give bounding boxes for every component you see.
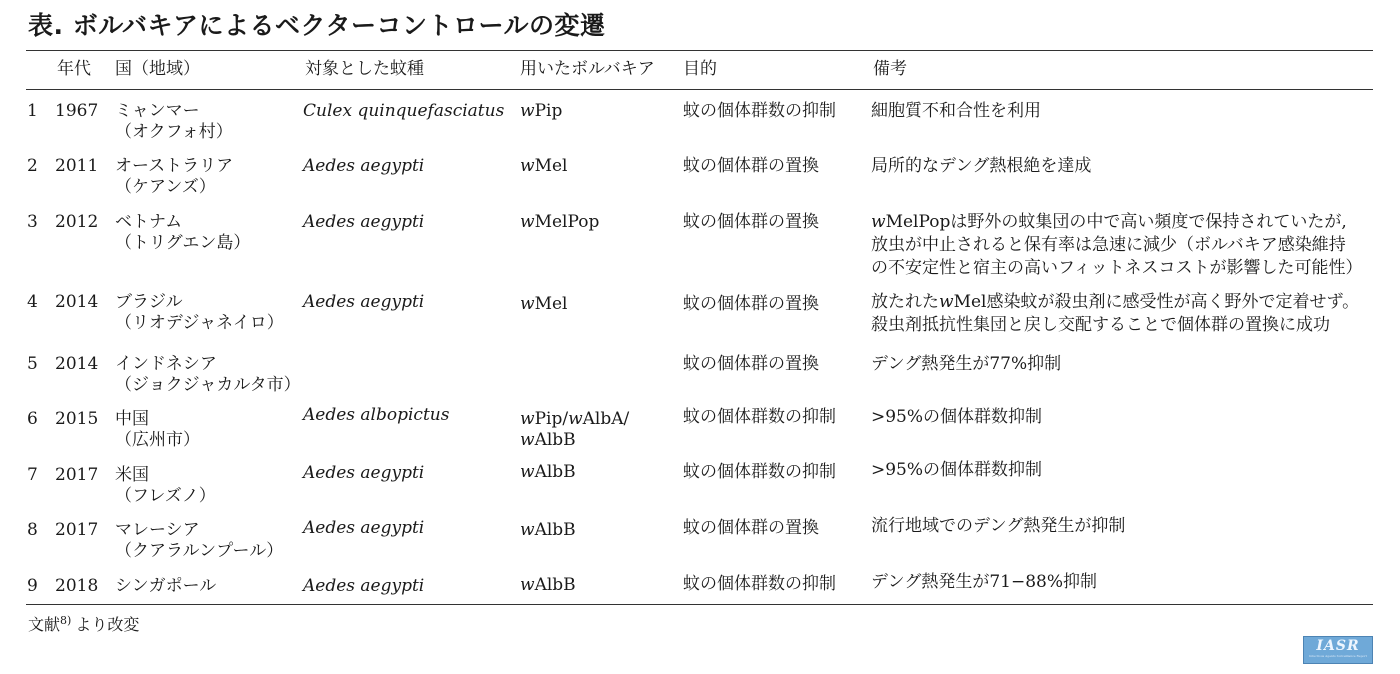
logo-subtext: Infectious Agents Surveillance Report [1309, 654, 1367, 658]
header-rule [26, 89, 1373, 90]
strain-name: AlbB [534, 462, 576, 482]
strain-name: MelPop [534, 212, 600, 232]
row-number: 8 [27, 520, 38, 540]
note-post: より改変 [75, 615, 140, 634]
row-purpose: 蚊の個体群数の抑制 [683, 574, 836, 594]
row-number: 5 [27, 354, 38, 374]
remarks-pre: 放たれた [871, 292, 939, 312]
strain-prefix: w [520, 156, 535, 176]
remarks-text: Mel感染蚊が殺虫剤に感受性が高く野外で定着せず。 [953, 292, 1360, 312]
row-remarks-line1 [871, 292, 1359, 313]
row-region: （広州市） [115, 430, 200, 450]
strain-name-c: AlbB [534, 430, 576, 450]
row-remarks-line1 [871, 212, 1347, 233]
row-country: インドネシア [115, 354, 217, 374]
row-purpose: 蚊の個体群の置換 [683, 294, 819, 314]
row-strain [520, 294, 567, 315]
strain-prefix: w [568, 409, 583, 429]
row-purpose: 蚊の個体群の置換 [683, 354, 819, 374]
header-country: 国（地域） [115, 59, 200, 79]
row-species: Aedes aegypti [303, 518, 425, 538]
strain-prefix: w [520, 294, 535, 314]
strain-prefix: w [520, 430, 535, 450]
row-year: 2012 [55, 212, 99, 232]
header-year: 年代 [57, 59, 91, 79]
row-region: （オクフォ村） [115, 122, 233, 142]
top-rule [26, 50, 1373, 51]
row-remarks: >95%の個体群数抑制 [871, 407, 1043, 427]
row-remarks: デング熱発生が71−88%抑制 [871, 572, 1097, 592]
row-species: Aedes aegypti [303, 292, 425, 312]
row-year: 2017 [55, 465, 99, 485]
row-strain [520, 156, 567, 177]
table-title: 表. ボルバキアによるベクターコントロールの変遷 [28, 11, 606, 40]
row-remarks: 局所的なデング熱根絶を達成 [871, 156, 1092, 176]
strain-name: AlbB [534, 575, 576, 595]
row-number: 9 [27, 576, 38, 596]
row-strain [520, 520, 576, 541]
strain-prefix: w [520, 520, 535, 540]
row-purpose: 蚊の個体群数の抑制 [683, 407, 836, 427]
row-country: ミャンマー [115, 101, 200, 121]
row-number: 3 [27, 212, 38, 232]
strain-name-b: AlbA/ [582, 409, 630, 429]
header-species: 対象とした蚊種 [305, 59, 424, 79]
row-year: 2015 [55, 409, 99, 429]
row-strain [520, 101, 562, 122]
strain-prefix: w [520, 462, 535, 482]
strain-name: Mel [534, 156, 568, 176]
note-reference: 8) [60, 614, 72, 627]
row-country: ベトナム [115, 212, 183, 232]
header-purpose: 目的 [683, 59, 717, 79]
row-number: 2 [27, 156, 38, 176]
row-remarks-line2: 放虫が中止されると保有率は急速に減少（ボルバキア感染維持 [871, 235, 1346, 255]
strain-prefix: w [939, 292, 954, 312]
row-region: （リオデジャネイロ） [115, 313, 284, 333]
row-strain [520, 212, 599, 233]
row-species: Aedes albopictus [303, 405, 450, 425]
strain-prefix: w [520, 575, 535, 595]
row-remarks: デング熱発生が77%抑制 [871, 354, 1062, 374]
strain-name: AlbB [534, 520, 576, 540]
row-number: 4 [27, 292, 38, 312]
strain-name: Pip/ [534, 409, 569, 429]
row-country: 中国 [115, 409, 149, 429]
row-purpose: 蚊の個体群の置換 [683, 156, 819, 176]
row-year: 2011 [55, 156, 99, 176]
row-number: 6 [27, 409, 38, 429]
row-remarks: 細胞質不和合性を利用 [871, 101, 1041, 121]
row-remarks: 流行地域でのデング熱発生が抑制 [871, 516, 1126, 536]
row-remarks-line3: の不安定性と宿主の高いフィットネスコストが影響した可能性） [871, 258, 1363, 278]
row-region: （ジョクジャカルタ市） [115, 375, 301, 395]
row-strain-line2 [520, 430, 576, 451]
row-species: Aedes aegypti [303, 212, 425, 232]
strain-name: Pip [534, 101, 563, 121]
row-year: 2014 [55, 292, 99, 312]
row-purpose: 蚊の個体群の置換 [683, 518, 819, 538]
row-region: （フレズノ） [115, 486, 216, 506]
row-country: オーストラリア [115, 156, 234, 176]
row-region: （クアラルンプール） [115, 541, 284, 561]
remarks-text: MelPopは野外の蚊集団の中で高い頻度で保持されていたが, [885, 212, 1347, 232]
row-year: 2014 [55, 354, 99, 374]
row-country: ブラジル [115, 292, 183, 312]
row-country: マレーシア [115, 520, 200, 540]
row-strain [520, 575, 576, 596]
iasr-logo [1303, 636, 1373, 664]
row-remarks: >95%の個体群数抑制 [871, 460, 1043, 480]
row-year: 2018 [55, 576, 99, 596]
strain-name: Mel [534, 294, 568, 314]
row-region: （ケアンズ） [115, 177, 216, 197]
strain-prefix: w [871, 212, 886, 232]
row-year: 1967 [55, 101, 99, 121]
note-pre: 文献 [28, 615, 61, 634]
logo-text: IASR [1316, 638, 1360, 654]
row-species: Aedes aegypti [303, 576, 425, 596]
header-strain: 用いたボルバキア [520, 59, 655, 79]
row-species: Aedes aegypti [303, 463, 425, 483]
row-number: 1 [27, 101, 38, 121]
row-year: 2017 [55, 520, 99, 540]
source-note [28, 611, 139, 635]
strain-prefix: w [520, 212, 535, 232]
row-remarks-line2: 殺虫剤抵抗性集団と戻し交配することで個体群の置換に成功 [871, 315, 1330, 335]
row-purpose: 蚊の個体群数の抑制 [683, 462, 836, 482]
bottom-rule [26, 604, 1373, 605]
header-remarks: 備考 [873, 59, 907, 79]
row-strain [520, 409, 629, 430]
row-number: 7 [27, 465, 38, 485]
row-country: シンガポール [115, 576, 217, 596]
row-species: Aedes aegypti [303, 156, 425, 176]
row-purpose: 蚊の個体群数の抑制 [683, 101, 836, 121]
row-region: （トリグエン島） [115, 233, 251, 253]
row-country: 米国 [115, 465, 149, 485]
row-purpose: 蚊の個体群の置換 [683, 212, 819, 232]
row-species: Culex quinquefasciatus [303, 101, 505, 121]
strain-prefix: w [520, 409, 535, 429]
strain-prefix: w [520, 101, 535, 121]
row-strain [520, 462, 576, 483]
